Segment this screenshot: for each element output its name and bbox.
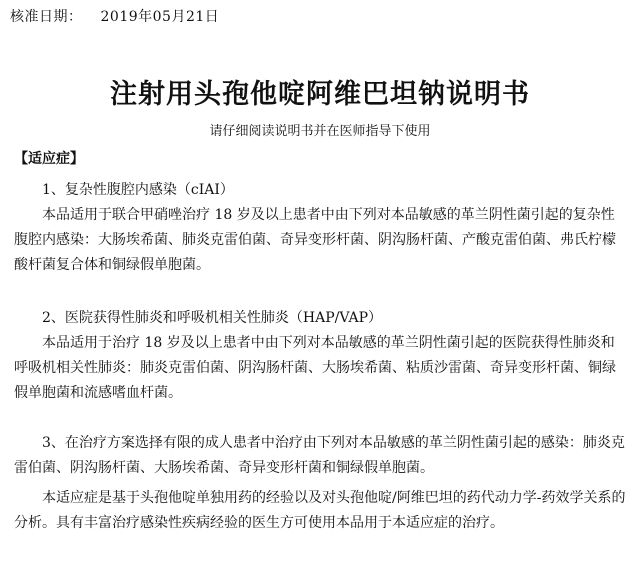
approval-date-value: 2019年05月21日 [100, 9, 220, 25]
indication-body: 3、在治疗方案选择有限的成人患者中治疗由下列对本品敏感的革兰阴性菌引起的感染：肺炎克雷伯菌、阴沟肠杆菌、大肠埃希菌、奇异变形杆菌和铜绿假单胞菌。 [14, 435, 625, 476]
approval-date-line [10, 6, 219, 26]
indication-body: 本品适用于治疗 18 岁及以上患者中由下列对本品敏感的革兰阴性菌引起的医院获得性肺炎和呼吸机相关性肺炎：肺炎克雷伯菌、阴沟肠杆菌、大肠埃希菌、粘质沙雷菌、奇异变形杆菌、铜绿假单胞菌和流感嗜血杆菌。 [14, 335, 616, 401]
closing-paragraph [14, 486, 626, 536]
indication-item-3 [14, 431, 626, 481]
section-heading-indications: 【适应症】 [14, 151, 84, 167]
approval-date-label: 核准日期： [10, 9, 83, 25]
document-subtitle: 请仔细阅读说明书并在医师指导下使用 [209, 124, 431, 139]
indication-body: 本品适用于联合甲硝唑治疗 18 岁及以上患者中由下列对本品敏感的革兰阴性菌引起的复杂性腹腔内感染：大肠埃希菌、肺炎克雷伯菌、奇异变形杆菌、阴沟肠杆菌、产酸克雷伯菌、弗氏柠檬酸杆菌复合体和铜绿假单胞菌。 [14, 207, 616, 273]
indication-heading: 2、医院获得性肺炎和呼吸机相关性肺炎（HAP/VAP） [42, 310, 383, 326]
indication-heading: 1、复杂性腹腔内感染（cIAI） [42, 182, 234, 198]
indication-item-1 [14, 178, 626, 278]
closing-text: 本适应症是基于头孢他啶单独用药的经验以及对头孢他啶/阿维巴坦的药代动力学-药效学关系的分析。具有丰富治疗感染性疾病经验的医生方可使用本品用于本适应症的治疗。 [14, 490, 626, 531]
document-title: 注射用头孢他啶阿维巴坦钠说明书 [110, 79, 530, 110]
indication-item-2 [14, 306, 626, 406]
